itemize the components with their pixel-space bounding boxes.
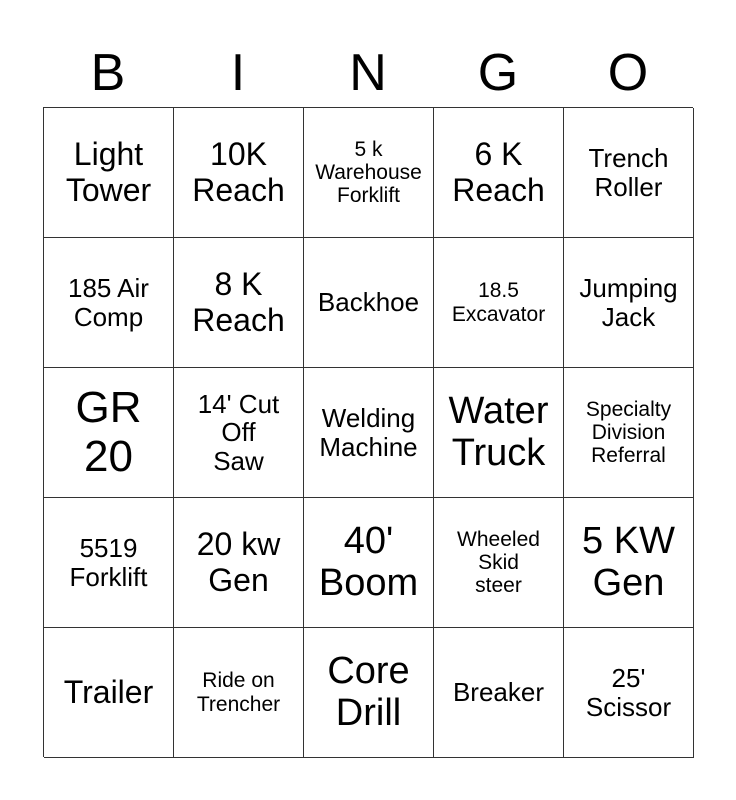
cell-label: Core Drill xyxy=(327,649,410,734)
cell-label: 5 k Warehouse Forklift xyxy=(315,137,422,208)
bingo-cell[interactable] xyxy=(304,498,434,628)
bingo-cell[interactable] xyxy=(434,238,564,368)
bingo-cell[interactable] xyxy=(564,498,694,628)
bingo-cell[interactable] xyxy=(434,108,564,238)
bingo-cell[interactable] xyxy=(434,628,564,758)
cell-label: Backhoe xyxy=(317,287,420,318)
cell-label: 6 K Reach xyxy=(452,136,545,208)
bingo-cell[interactable] xyxy=(304,368,434,498)
bingo-cell[interactable] xyxy=(304,628,434,758)
cell-label: Water Truck xyxy=(448,389,549,474)
header-letter-g: G xyxy=(477,44,519,102)
bingo-cell[interactable] xyxy=(174,498,304,628)
cell-label: 20 kw Gen xyxy=(196,526,281,598)
bingo-board xyxy=(43,107,693,757)
bingo-cell[interactable] xyxy=(174,628,304,758)
cell-label: Wheeled Skid steer xyxy=(457,527,540,598)
cell-label: Trailer xyxy=(63,673,154,710)
cell-label: Ride on Trencher xyxy=(196,669,281,716)
bingo-cell[interactable] xyxy=(304,108,434,238)
header-letter-o: O xyxy=(607,44,649,102)
cell-label: Specialty Division Referral xyxy=(585,397,672,468)
cell-label: 25' Scissor xyxy=(585,662,672,722)
bingo-header xyxy=(43,38,693,108)
header-letter-i: I xyxy=(230,44,246,102)
cell-label: 18.5 Excavator xyxy=(451,279,546,326)
bingo-cell[interactable] xyxy=(564,238,694,368)
cell-label: Trench Roller xyxy=(588,142,669,202)
bingo-cell[interactable] xyxy=(44,238,174,368)
cell-label: 10K Reach xyxy=(192,136,285,208)
header-letter-b: B xyxy=(90,44,126,102)
cell-label: Welding Machine xyxy=(319,402,418,462)
cell-label: 14' Cut Off Saw xyxy=(197,388,280,476)
bingo-cell[interactable] xyxy=(174,108,304,238)
bingo-cell[interactable] xyxy=(564,108,694,238)
bingo-cell[interactable] xyxy=(174,238,304,368)
bingo-cell[interactable] xyxy=(434,498,564,628)
cell-label: 185 Air Comp xyxy=(68,272,149,332)
bingo-cell[interactable] xyxy=(44,108,174,238)
bingo-cell[interactable] xyxy=(564,368,694,498)
header-letter-n: N xyxy=(349,44,387,102)
bingo-cell[interactable] xyxy=(304,238,434,368)
cell-label: 5519 Forklift xyxy=(69,532,148,592)
bingo-cell[interactable] xyxy=(434,368,564,498)
bingo-cell[interactable] xyxy=(44,498,174,628)
bingo-cell[interactable] xyxy=(174,368,304,498)
cell-label: 8 K Reach xyxy=(192,266,285,338)
cell-label: 40' Boom xyxy=(318,519,419,604)
bingo-cell[interactable] xyxy=(44,368,174,498)
bingo-cell[interactable] xyxy=(564,628,694,758)
cell-label: Jumping Jack xyxy=(579,272,678,332)
cell-label: GR 20 xyxy=(75,383,142,481)
cell-label: Breaker xyxy=(452,677,545,708)
cell-label: Light Tower xyxy=(65,136,152,208)
cell-label: 5 KW Gen xyxy=(582,519,675,604)
bingo-cell[interactable] xyxy=(44,628,174,758)
